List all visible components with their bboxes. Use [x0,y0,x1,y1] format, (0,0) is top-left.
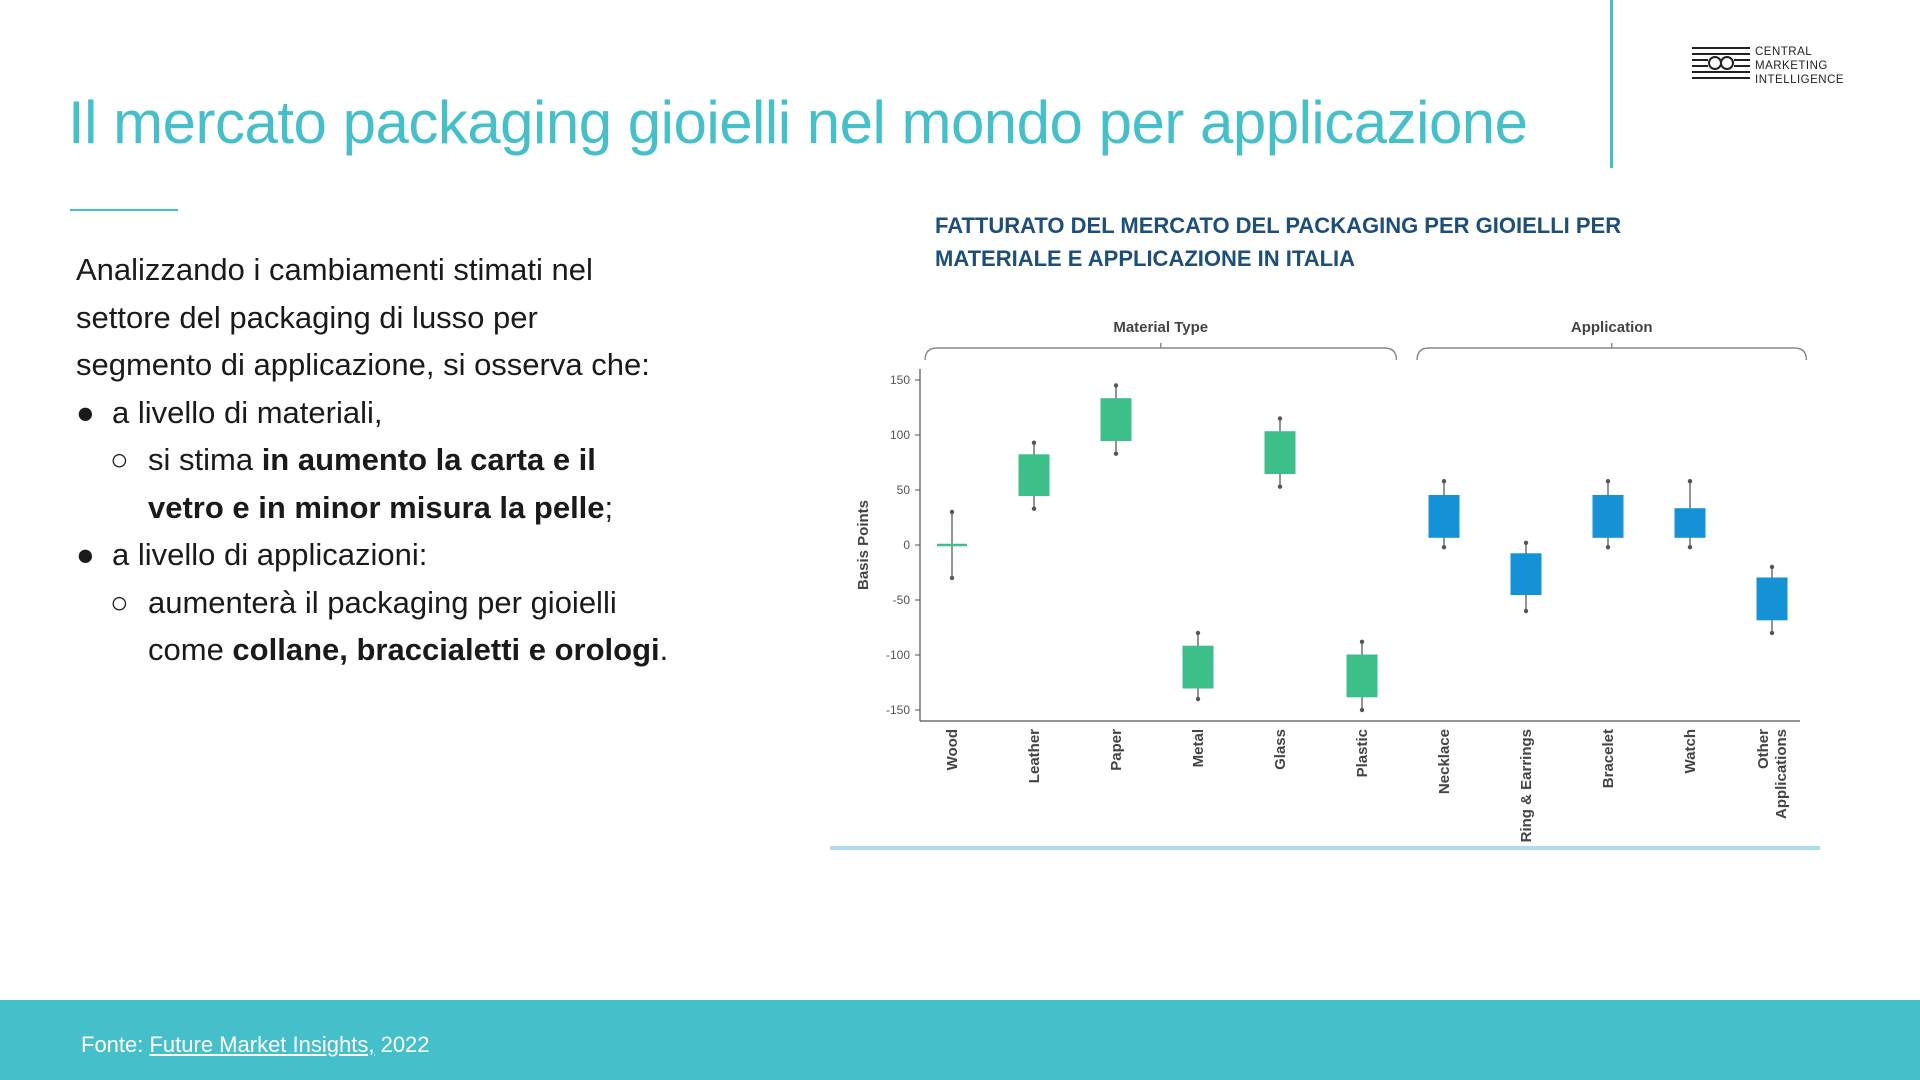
category-label: Bracelet [1600,729,1617,789]
group-bracket [1417,348,1806,360]
sub-bullet-text-end: ; [604,489,614,525]
box [1265,432,1295,474]
logo-line: MARKETING [1755,60,1828,72]
whisker-cap-min [1032,507,1036,511]
whisker-cap-max [1770,565,1774,569]
category-label: Watch [1682,729,1699,774]
logo-line: CENTRAL [1755,46,1813,58]
whisker-cap-max [1688,479,1692,483]
intro-paragraph: Analizzando i cambiamenti stimati nel settore del packaging di lusso per segmento di applicazione, si osserva che: [76,252,650,382]
bullet-materials [76,389,676,437]
whisker-cap-max [1032,441,1036,445]
box-plot-svg [830,300,1830,860]
company-logo [1690,44,1865,88]
box-plot-chart [830,300,1830,860]
sub-bullet-circle-icon: ○ [110,442,129,477]
source-year: 2022 [374,1032,430,1057]
whisker-cap-min [1770,631,1774,635]
box [1101,399,1131,441]
sub-bullet-text: si stima [148,442,262,477]
category-label: Necklace [1436,729,1453,795]
category-label: Other [1755,729,1772,770]
source-citation [81,1032,430,1058]
header-divider [1610,0,1613,168]
sub-bullet-text: aumenterà il packaging per gioielli come [148,584,617,667]
bullet-text: a livello di materiali, [112,394,383,430]
category-label: Metal [1190,729,1207,768]
box [1019,455,1049,496]
y-tick-label: 50 [896,483,910,497]
category-label: Ring & Earrings [1518,729,1535,843]
whisker-cap-max [1114,383,1118,387]
accent-rule [70,209,178,211]
whisker-cap-min [1114,452,1118,456]
whisker-cap-min [1688,545,1692,549]
body-text [76,246,676,674]
y-tick-label: 0 [903,538,910,552]
sub-bullet-applications [76,579,676,674]
whisker-cap-min [1360,708,1364,712]
y-axis-label: Basis Points [855,499,872,591]
source-link[interactable]: Future Market Insights, [149,1032,375,1057]
whisker-cap-min [1196,697,1200,701]
whisker-cap-min [950,576,954,580]
box [1757,578,1787,620]
whisker-cap-max [1360,640,1364,644]
bullet-text: a livello di applicazioni: [112,537,428,572]
footer-bar [0,1000,1920,1080]
sub-bullet-text-end: . [659,632,669,667]
sub-bullet-circle-icon: ○ [110,584,129,620]
whisker-cap-max [1278,416,1282,420]
category-label: Leather [1026,729,1043,784]
box [1429,496,1459,538]
chart-title-line-2: MATERIALE E APPLICAZIONE IN ITALIA [935,246,1356,271]
box [1593,496,1623,538]
whisker-cap-max [1606,479,1610,483]
whisker-cap-min [1442,545,1446,549]
category-label: Glass [1272,729,1289,770]
group-label: Material Type [1113,319,1209,336]
whisker-cap-max [1196,631,1200,635]
logo-line: INTELLIGENCE [1755,74,1845,86]
box [1183,646,1213,688]
bullet-dot-icon: ● [76,537,95,572]
category-label: Applications [1773,729,1790,820]
category-label: Paper [1108,729,1125,771]
y-tick-label: 150 [889,373,910,387]
chart-title-line-1: FATTURATO DEL MERCATO DEL PACKAGING PER GIOIELLI PER [935,213,1622,238]
bullet-applications [76,531,676,579]
logo-wordmark [1755,45,1844,87]
whisker-cap-max [1524,541,1528,545]
y-tick-label: -150 [885,703,910,717]
box [1675,509,1705,538]
group-label: Application [1570,319,1653,336]
sub-bullet-emphasis: in aumento la carta e il vetro e in minor misura la pelle [148,442,605,525]
category-label: Plastic [1354,729,1371,778]
group-bracket [925,348,1396,360]
y-tick-label: -100 [885,648,910,662]
chart-title [935,209,1755,275]
y-tick-label: -50 [892,593,910,607]
sub-bullet-emphasis: collane, braccialetti e orologi [232,632,660,667]
whisker-cap-min [1606,545,1610,549]
slide-title: Il mercato packaging gioielli nel mondo per applicazione [68,89,1528,156]
whisker-cap-max [950,510,954,514]
whisker-cap-min [1278,485,1282,489]
central-marketing-intelligence-logo-icon [1690,44,1752,88]
whisker-cap-min [1524,609,1528,613]
box [1347,655,1377,697]
category-label: Wood [944,729,961,771]
y-tick-label: 100 [889,428,910,442]
source-label: Fonte: [81,1032,150,1057]
box [1511,554,1541,595]
sub-bullet-materials [76,436,676,531]
bullet-dot-icon: ● [76,394,95,430]
whisker-cap-max [1442,479,1446,483]
